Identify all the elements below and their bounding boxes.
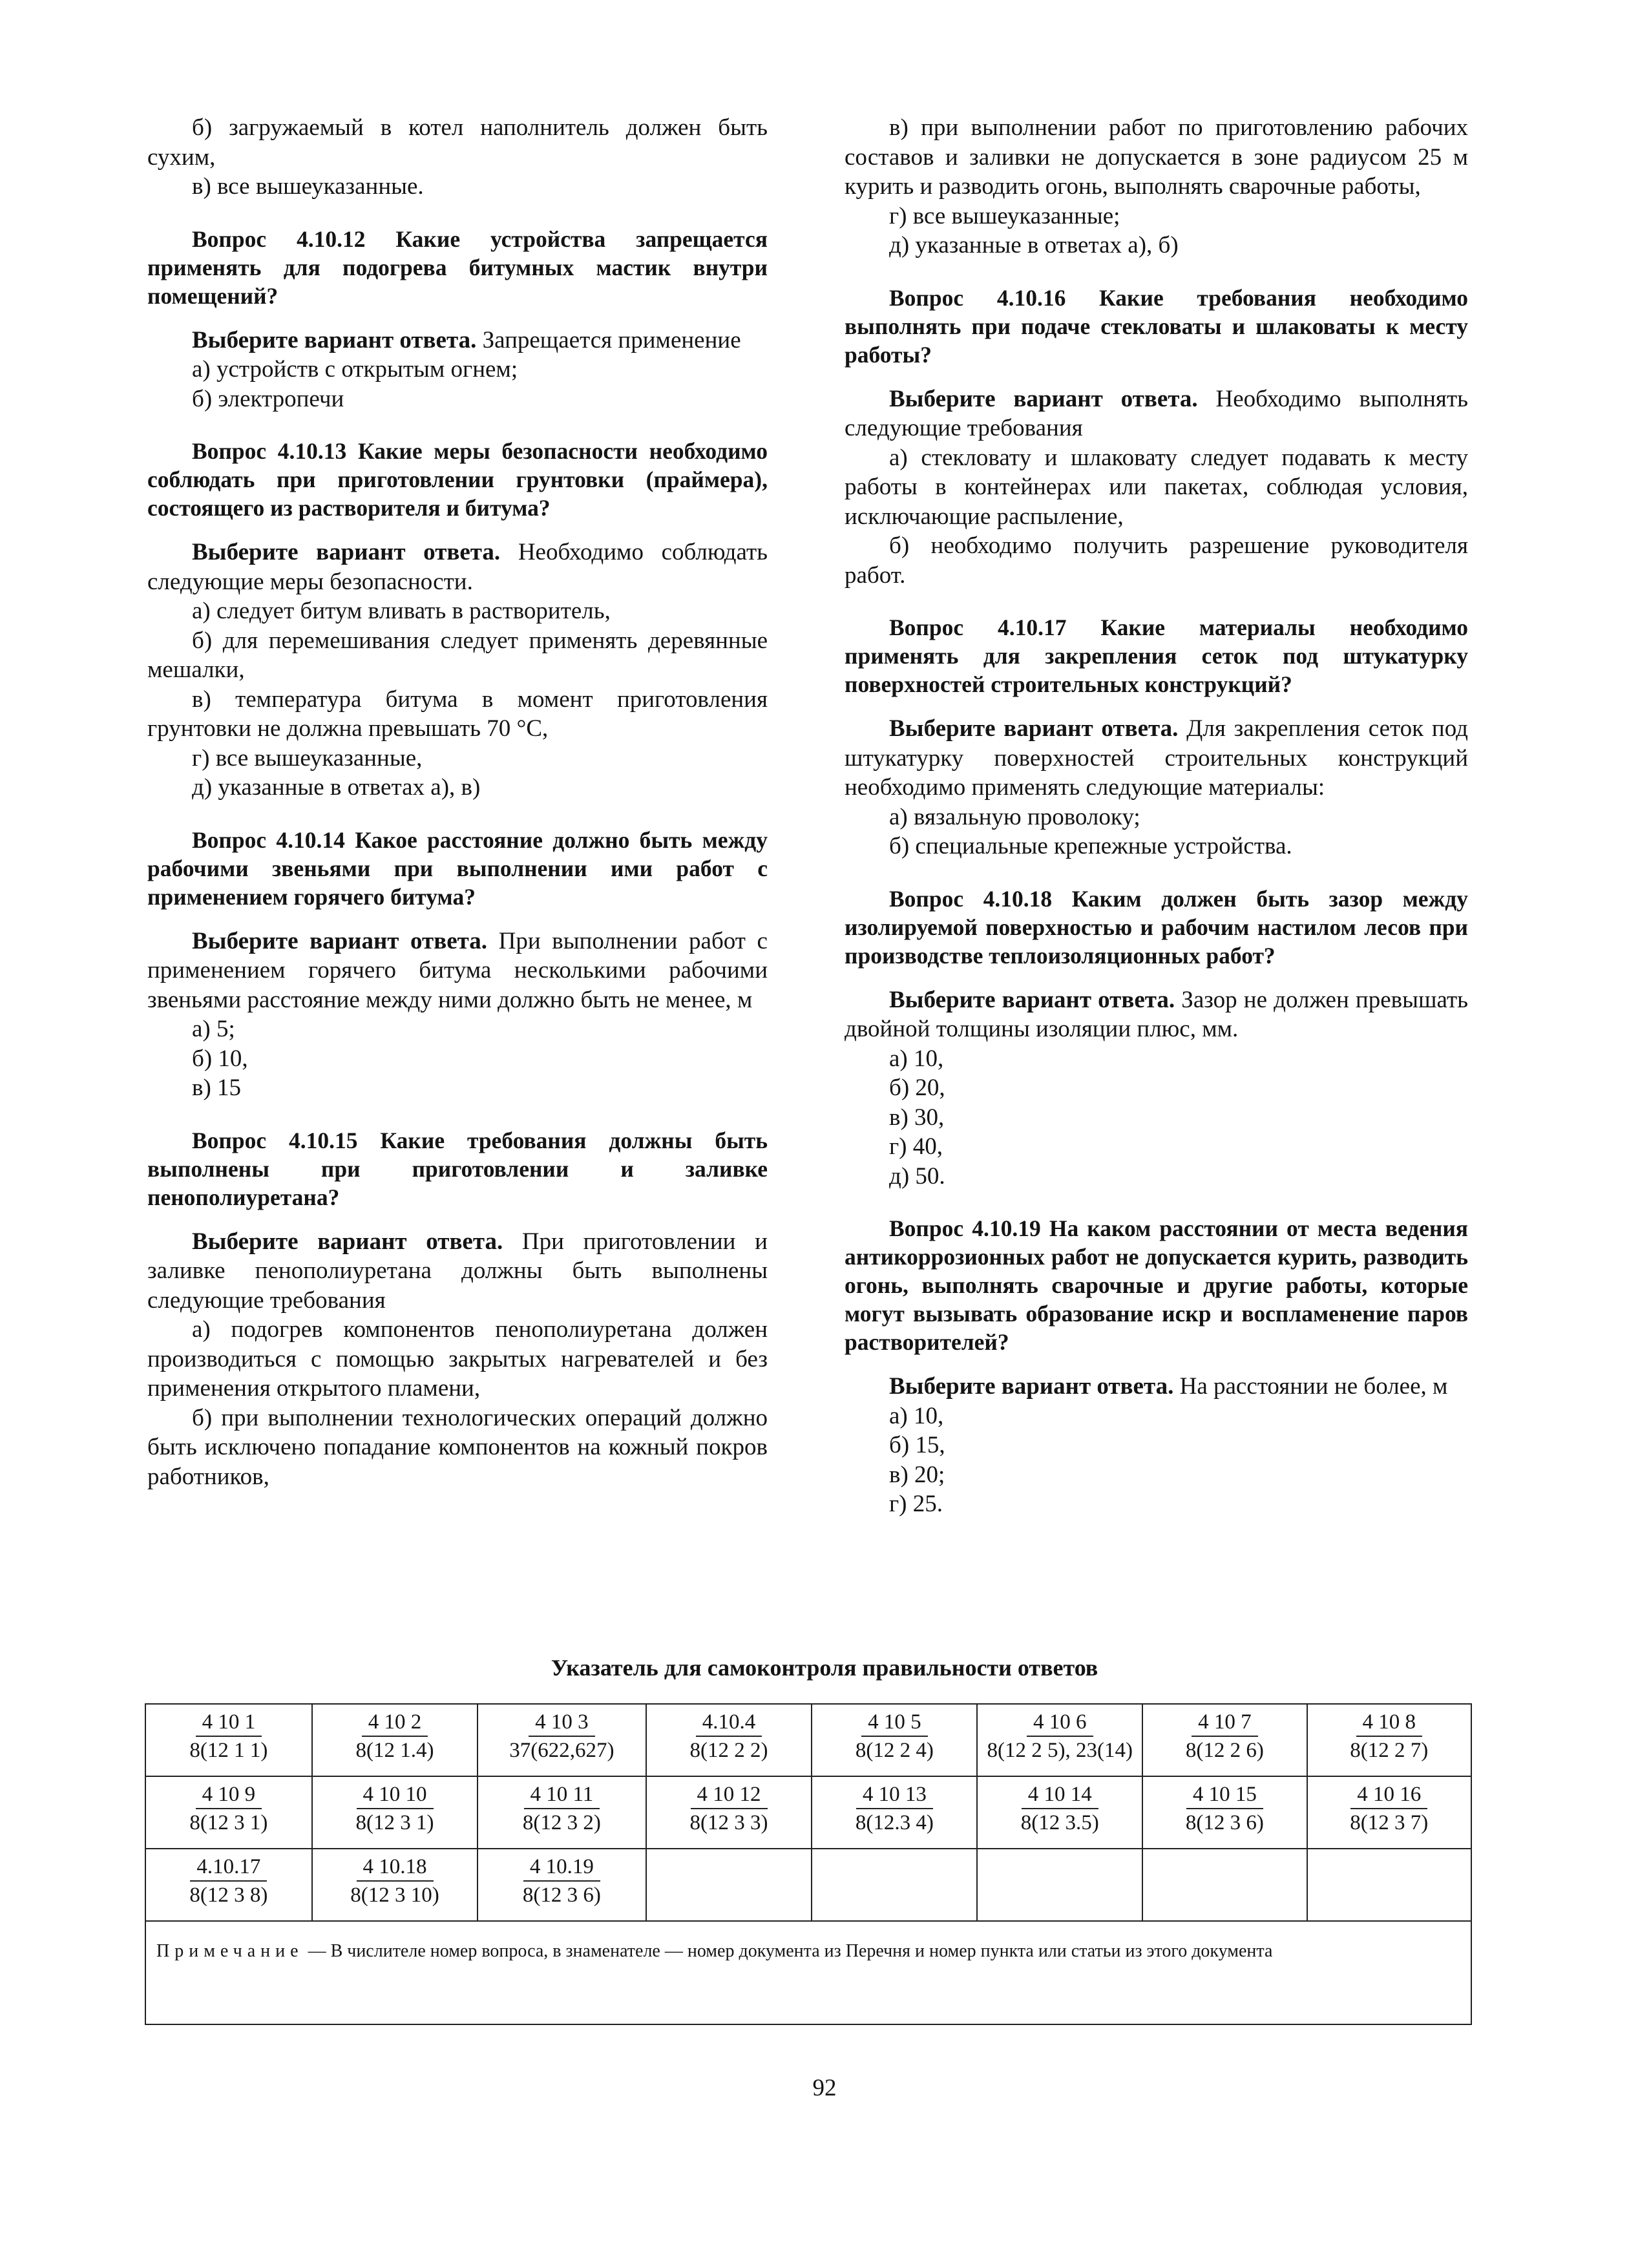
question-4-10-13-option: б) для перемешивания следует применять деревянные мешалки, [147,627,768,683]
question-4-10-18-option: д) 50. [889,1162,945,1190]
question-4-10-15-option: г) все вышеуказанные; [889,202,1120,229]
question-4-10-14-option: а) 5; [192,1016,235,1042]
question-4-10-16-lead: Выберите вариант ответа. Необходимо выполнять следующие требования [845,385,1468,441]
question-4-10-17-option: б) специальные крепежные устройства. [889,833,1292,859]
index-cell: 4 10.19 8(12 3 6) [478,1849,646,1921]
question-4-10-15-title: Вопрос 4.10.15 Какие требования должны быть выполнены при приготовлении и заливке пенополиуретана? [147,1127,768,1210]
question-4-10-13-option: в) температура битума в момент приготовления грунтовки не должна превышать 70 °С, [147,686,768,742]
question-4-10-19-title: Вопрос 4.10.19 На каком расстоянии от места ведения антикоррозионных работ не допускается курить, разводить огонь, выполнять сварочные и другие работы, которые могут вызывать образование искр и воспламенение паров растворителей? [845,1215,1468,1355]
index-cell: 4 10 16 8(12 3 7) [1307,1776,1471,1849]
index-cell: 4.10.4 8(12 2 2) [646,1704,812,1776]
index-cell-empty [812,1849,977,1921]
question-4-10-15-option: а) подогрев компонентов пенополиуретана должен производиться с помощью закрытых нагревателей и без применения открытого пламени, [147,1316,768,1402]
index-cell: 4 10 1 8(12 1 1) [145,1704,312,1776]
question-4-10-16-option: а) стекловату и шлаковату следует подавать к месту работы в контейнерах или пакетах, соблюдая условия, исключающие распыление, [845,444,1468,530]
question-4-10-13-lead: Выберите вариант ответа. Необходимо соблюдать следующие меры безопасности. [147,539,768,595]
question-4-10-14-title: Вопрос 4.10.14 Какое расстояние должно быть между рабочими звеньями при выполнении ими работ с применением горячего битума? [147,826,768,910]
index-cell: 4 10 10 8(12 3 1) [312,1776,478,1849]
question-4-10-13-option: г) все вышеуказанные, [192,744,423,772]
question-4-10-12-option: б) электропечи [192,385,344,412]
question-4-10-17-lead: Выберите вариант ответа. Для закрепления сеток под штукатурку поверхностей строительных конструкций необходимо применять следующие материалы: [845,715,1468,801]
index-cell-empty [977,1849,1142,1921]
index-cell: 4 10 15 8(12 3 6) [1142,1776,1307,1849]
question-4-10-18-option: б) 20, [889,1075,945,1101]
index-cell: 4 10.18 8(12 3 10) [312,1849,478,1921]
question-4-10-15-lead: Выберите вариант ответа. При приготовлении и заливке пенополиуретана должны быть выполнены следующие требования [147,1228,768,1314]
table-row [145,1704,1471,1776]
question-4-10-19-option: б) 15, [889,1432,945,1458]
index-cell: 4 10 11 8(12 3 2) [478,1776,646,1849]
table-row [145,1776,1471,1849]
question-4-10-18-option: а) 10, [889,1045,944,1072]
question-4-10-12-title: Вопрос 4.10.12 Какие устройства запрещается применять для подогрева битумных мастик внутри помещений? [147,226,768,309]
question-4-10-13-option: а) следует битум вливать в растворитель, [192,598,611,624]
question-4-10-17-title: Вопрос 4.10.17 Какие материалы необходимо применять для закрепления сеток под штукатурку поверхностей строительных конструкций? [845,614,1468,697]
question-4-10-19-option: г) 25. [889,1491,943,1517]
intro-item-v: в) все вышеуказанные. [192,173,424,200]
question-4-10-16-title: Вопрос 4.10.16 Какие требования необходимо выполнять при подаче стекловаты и шлаковаты к месту работы? [845,284,1468,368]
question-4-10-14-lead: Выберите вариант ответа. При выполнении работ с применением горячего битума несколькими рабочими звеньями расстояние между ними должно быть не менее, м [147,927,768,1013]
right-column [845,113,1468,1519]
question-4-10-13-title: Вопрос 4.10.13 Какие меры безопасности необходимо соблюдать при приготовлении грунтовки (праймера), состоящего из растворителя и битума? [147,438,768,521]
question-4-10-19-option: а) 10, [889,1402,944,1429]
question-4-10-12-option: а) устройств с открытым огнем; [192,356,518,383]
question-4-10-18-title: Вопрос 4.10.18 Каким должен быть зазор между изолируемой поверхностью и рабочим настилом лесов при производстве теплоизоляционных работ? [845,885,1468,969]
question-4-10-19-option: в) 20; [889,1461,945,1488]
index-cell: 4 10 13 8(12.3 4) [812,1776,977,1849]
index-cell: 4 10 5 8(12 2 4) [812,1704,977,1776]
index-cell-empty [646,1849,812,1921]
answer-index-title: Указатель для самоконтроля правильности ответов [551,1655,1098,1681]
question-4-10-14-option: в) 15 [192,1075,242,1101]
question-4-10-18-lead: Выберите вариант ответа. Зазор не должен превышать двойной толщины изоляции плюс, мм. [845,986,1468,1042]
question-4-10-13-option: д) указанные в ответах а), в) [192,774,481,801]
question-4-10-15-option: д) указанные в ответах а), б) [889,232,1179,258]
question-4-10-19-lead: Выберите вариант ответа. На расстоянии не более, м [889,1373,1448,1400]
question-4-10-15-option: в) при выполнении работ по приготовлению рабочих составов и заливки не допускается в зоне радиусом 25 м курить и разводить огонь, выполнять сварочные работы, [845,114,1468,200]
index-cell: 4 10 9 8(12 3 1) [145,1776,312,1849]
answer-index-table [145,1703,1472,2025]
index-cell: 4 10 2 8(12 1.4) [312,1704,478,1776]
question-4-10-15-option: б) при выполнении технологических операций должно быть исключено попадание компонентов на кожный покров работников, [147,1404,768,1490]
index-cell: 4 10 3 37(622,627) [478,1704,646,1776]
question-4-10-18-option: г) 40, [889,1133,943,1160]
page-number: 92 [812,2075,837,2101]
question-4-10-18-option: в) 30, [889,1104,945,1131]
question-4-10-12-lead: Выберите вариант ответа. Запрещается применение [192,326,741,353]
question-4-10-16-option: б) необходимо получить разрешение руководителя работ. [845,532,1468,589]
question-4-10-17-option: а) вязальную проволоку; [889,803,1140,830]
table-row-note [145,1921,1471,2024]
question-4-10-14-option: б) 10, [192,1045,248,1072]
index-cell: 4 10 14 8(12 3.5) [977,1776,1142,1849]
index-cell: 4 10 12 8(12 3 3) [646,1776,812,1849]
index-cell: 4.10.17 8(12 3 8) [145,1849,312,1921]
left-column [147,113,768,1491]
intro-item-b: б) загружаемый в котел наполнитель должен быть сухим, [147,114,768,171]
note-label: Примечание [156,1941,304,1961]
index-cell-empty [1142,1849,1307,1921]
index-cell: 4 10 7 8(12 2 6) [1142,1704,1307,1776]
index-cell: 4 10 8 8(12 2 7) [1307,1704,1471,1776]
index-cell: 4 10 6 8(12 2 5), 23(14) [977,1704,1142,1776]
index-note [145,1921,1471,2024]
table-row [145,1849,1471,1921]
index-cell-empty [1307,1849,1471,1921]
note-text: — В числителе номер вопроса, в знаменателе — номер документа из Перечня и номер пункта или статьи из этого документа [303,1941,1273,1961]
